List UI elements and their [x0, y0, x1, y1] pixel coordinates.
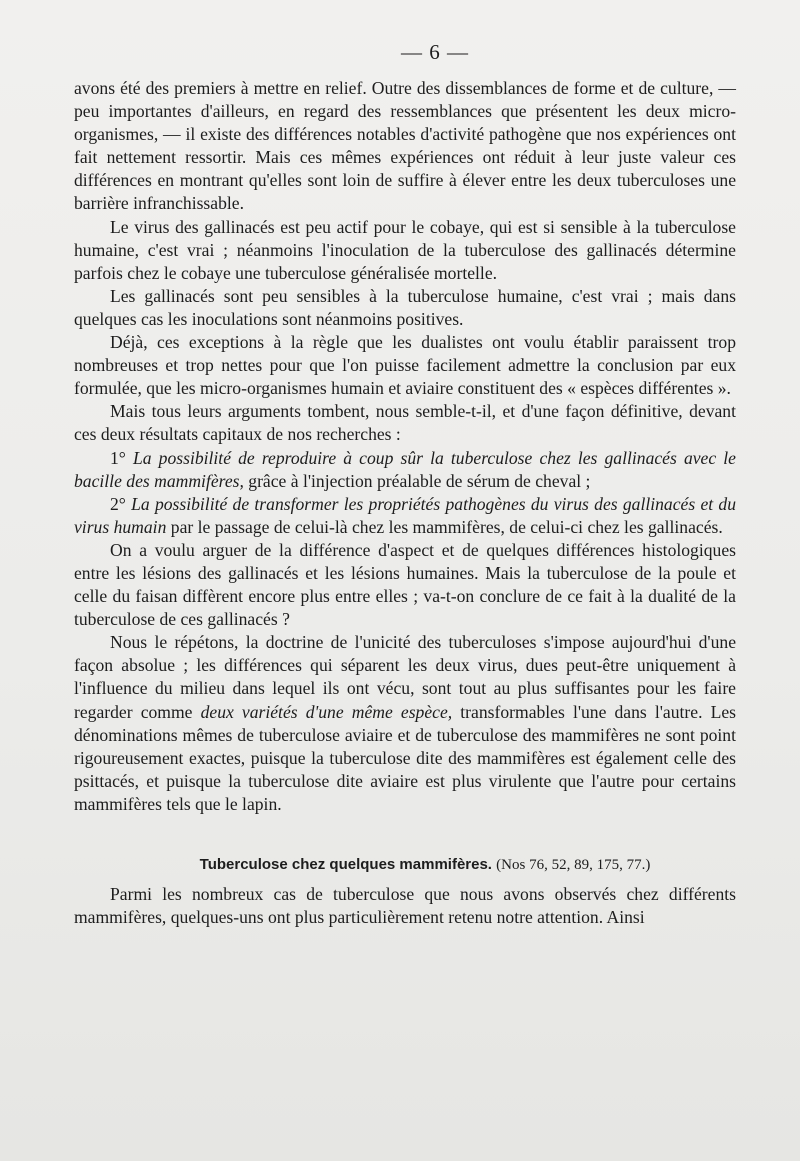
paragraph-text: transformables l'une dans l'autre. Les dénominations mêmes de tuberculose aviaire et de tuberculose des mammifères ne sont point rigoureusement exactes, puisque la tuberculose dite des mammifères est également celle des psittacés, et puisque la tuberculose dite aviaire est plus virulente que l'autre pour certains mammifères tels que le lapin.: [74, 701, 736, 814]
paragraph: [74, 631, 736, 816]
paragraph: avons été des premiers à mettre en relief. Outre des dissemblances de forme et de culture, — peu importantes d'ailleurs, en regard des ressemblances que présentent les deux micro-organismes, — il existe des différences notables d'activité pathogène que nos expériences ont fait nettement ressortir. Mais ces mêmes expériences ont réduit à leur juste valeur ces différences en montrant qu'elles sont loin de suffire à élever entre les deux tuberculoses une barrière infranchissable.: [74, 78, 736, 214]
body-text: [74, 77, 736, 816]
item-italic-text: La possibilité de transformer les propriétés pathogènes du virus des gallinacés et du virus humain: [74, 493, 736, 537]
body-text-continued: [74, 883, 736, 929]
item-number: 1°: [110, 447, 126, 468]
page-number: — 6 —: [401, 40, 469, 64]
paragraph-italic-text: deux variétés d'une même espèce,: [200, 701, 453, 722]
paragraph: Le virus des gallinacés est peu actif pour le cobaye, qui est si sensible à la tuberculose humaine, c'est vrai ; néanmoins l'inoculation de la tuberculose des gallinacés détermine parfois chez le cobaye une tuberculose généralisée mortelle.: [74, 216, 736, 283]
result-item-2: [74, 493, 736, 539]
paragraph: Les gallinacés sont peu sensibles à la tuberculose humaine, c'est vrai ; mais dans quelques cas les inoculations sont néanmoins positives.: [74, 285, 736, 329]
paragraph: On a voulu arguer de la différence d'aspect et de quelques différences histologiques entre les lésions des gallinacés et les lésions humaines. Mais la tuberculose de la poule et celle du faisan diffèrent encore plus entre elles ; va-t-on conclure de ce fait à la dualité de la tuberculose de ces gallinacés ?: [74, 539, 736, 630]
paragraph: Parmi les nombreux cas de tuberculose que nous avons observés chez différents mammifères, quelques-uns ont plus particulièrement retenu notre attention. Ainsi: [74, 884, 736, 928]
item-italic-text: La possibilité de reproduire à coup sûr la tuberculose chez les gallinacés avec le bacille des mammifères,: [74, 447, 736, 491]
paragraph: Mais tous leurs arguments tombent, nous semble-t-il, et d'une façon définitive, devant ces deux résultats capitaux de nos recherches :: [74, 401, 736, 445]
section-heading: [74, 855, 736, 875]
section-title: Tuberculose chez quelques mammifères.: [199, 856, 492, 873]
item-text: grâce à l'injection préalable de sérum de cheval ;: [243, 470, 591, 491]
item-text: par le passage de celui-là chez les mammifères, de celui-ci chez les gallinacés.: [166, 516, 723, 537]
result-item-1: [74, 447, 736, 493]
section-refs: (Nos 76, 52, 89, 175, 77.): [496, 857, 651, 873]
item-number: 2°: [110, 493, 126, 514]
paragraph: Déjà, ces exceptions à la règle que les dualistes ont voulu établir paraissent trop nombreuses et trop nettes pour que l'on puisse facilement admettre la conclusion par eux formulée, que les micro-organismes humain et aviaire constituent des « espèces différentes ».: [74, 332, 736, 399]
paragraph-text: Nous le répétons, la doctrine de l'unicité des tuberculoses s'impose aujourd'hui d'une façon absolue ; les différences qui séparent les deux virus, dues peut-être uniquement à l'influence du milieu dans lequel ils ont vécu, sont tout au plus suffisantes pour les faire regarder comme: [74, 632, 736, 722]
